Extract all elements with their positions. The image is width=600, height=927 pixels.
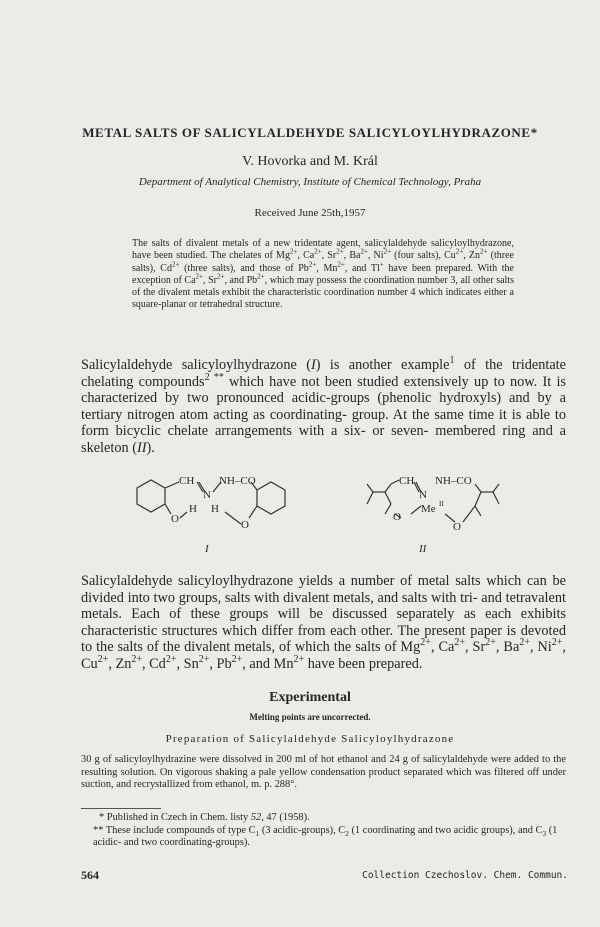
article-authors: V. Hovorka and M. Král [242, 154, 378, 169]
fig-label-i: I [205, 543, 209, 555]
fig2-nh-co: NH–CO [435, 475, 472, 487]
fig2-o-right: O [453, 521, 461, 533]
fig1-h-right: H [211, 503, 219, 515]
footnote-1: * Published in Czech in Chem. listy 52, 47 (1958). [99, 812, 310, 823]
article-title: METAL SALTS OF SALICYLALDEHYDE SALICYLOYLHYDRAZONE* [82, 125, 538, 140]
footnote-divider [81, 808, 161, 809]
fig1-h-left: H [189, 503, 197, 515]
abstract: The salts of divalent metals of a new tridentate agent, salicylaldehyde salicyloylhydrazone, have been studied. The chelates of $Mg^{2+}$, $Ca^{2+}$, $Sr^{2+}$, $Ba^{2+}$, $Ni^{2+}$ (four salts), $Cu^{2+}$, $Zn^{2+}$ (three salts), $Cd^{2+}$ (three salts), and those of $Pb^{2+}$, $Mn^{2+}$, and Tl+ have been prepared. With the exception of $Ca^{2+}$, $Sr^{2+}$, and $Pb^{2+}$, which may possess the coordination number 3, all other salts of the divalent metals exhibit the characteristic coordination number 4 which indicates either a square-planar or tetrahedral structure. [132, 238, 514, 311]
fig2-ch: CH [399, 475, 415, 487]
fig1-nh-co: NH–CO [219, 475, 256, 487]
fig1-ch: CH [179, 475, 195, 487]
journal-name: Collection Czechoslov. Chem. Commun. [362, 870, 568, 881]
section-heading-experimental: Experimental [269, 690, 351, 705]
fig2-o-left: O [393, 511, 401, 523]
subsection-heading: Preparation of Salicylaldehyde Salicyloylhydrazone [165, 733, 455, 745]
fig1-o-right: O [241, 519, 249, 531]
author-affiliation: Department of Analytical Chemistry, Institute of Chemical Technology, Praha [138, 176, 482, 188]
fig2-me: Me [421, 503, 436, 515]
fig2-n: N [419, 489, 427, 501]
fig1-n: N [203, 489, 211, 501]
preparation-paragraph: 30 g of salicyloylhydrazine were dissolved in 200 ml of hot ethanol and 24 g of salicylaldehyde were added to the resulting solution. On vigorous shaking a pale yellow condensation product separated which was filtered off under suction, and recrystallized from ethanol, m. p. 288°. [81, 754, 566, 790]
fig1-o-left: O [171, 513, 179, 525]
benzene-ring-right [257, 482, 285, 514]
metal-salts-paragraph: Salicylaldehyde salicyloylhydrazone yields a number of metal salts which can be divided into two groups, salts with divalent metals, and salts with tri- and tetravalent metals. Each of these groups will be discussed separately as each exhibits characteristic structures which differ from each other. The present paper is devoted to the salts of the divalent metals, of which the salts of $Mg^{2+}$, $Ca^{2+}$, $Sr^{2+}$, $Ba^{2+}$, $Ni^{2+}$, $Cu^{2+}$, $Zn^{2+}$, $Cd^{2+}$, $Sn^{2+}$, $Pb^{2+}$, and $Mn^{2+}$ have been prepared. [81, 573, 566, 672]
intro-paragraph: Salicylaldehyde salicyloylhydrazone (I) is another example$^1$ of the tridentate chelating compounds$^{2 **}$ which have not been studied extensively up to now. It is characterized by two pronounced acidic-groups (phenolic hydroxyls) and by a tertiary nitrogen atom acting as coordinating- group. At the same time it is able to form bicyclic chelate arrangements with a six- or seven- membered ring and a skeleton (II). [81, 355, 566, 456]
section-note: Melting points are uncorrected. [249, 712, 371, 722]
benzene-ring-left [137, 480, 165, 512]
footnotes [81, 812, 566, 850]
received-date: Received June 25th,1957 [254, 207, 366, 219]
fig-label-ii: II [419, 543, 427, 555]
structure-figure [115, 470, 515, 560]
page-number: 564 [81, 868, 99, 882]
footnote-2: ** These include compounds of type $C_1$ (3 acidic-groups), $C_2$ (1 coordinating and two acidic groups), and $C_3$ (1 acidic- and two coordinating-groups). [93, 824, 558, 848]
fig2-me-charge: II [439, 500, 444, 508]
